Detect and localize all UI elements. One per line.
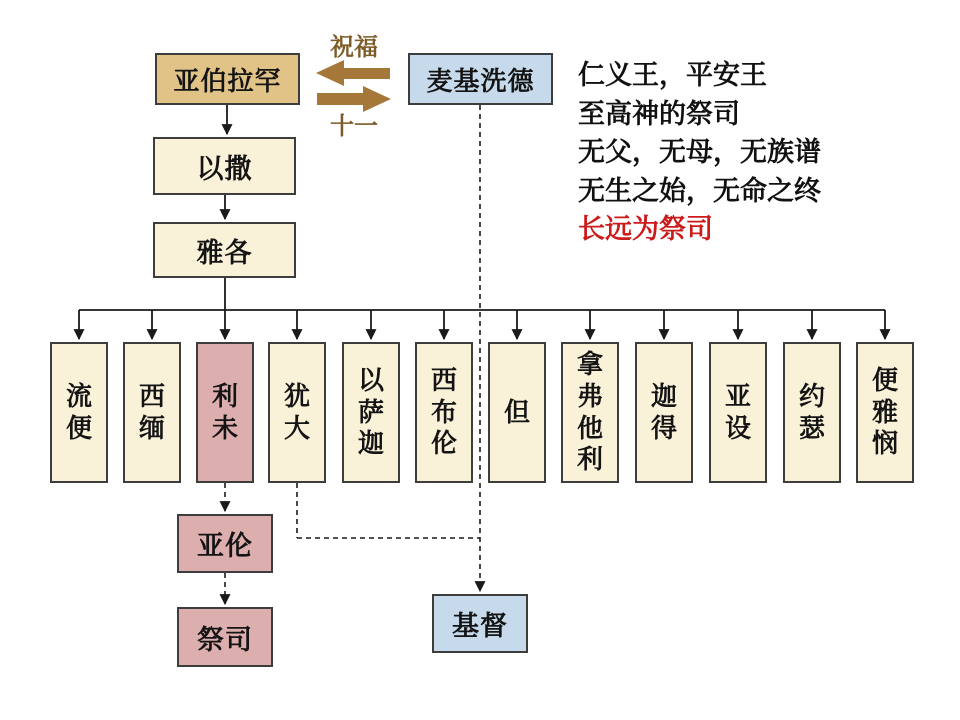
node-son-dan: 但 [488,342,546,483]
node-melchizedek: 麦基洗德 [408,53,553,105]
node-son-benjamin: 便 雅 悯 [856,342,914,483]
node-son-reuben: 流 便 [50,342,108,483]
node-christ: 基督 [432,594,528,653]
node-son-joseph: 约 瑟 [783,342,841,483]
node-son-asher: 亚 设 [709,342,767,483]
node-son-naphtali: 拿 弗 他 利 [561,342,619,483]
melchizedek-description [578,56,948,249]
node-son-levi: 利 未 [196,342,254,483]
blessing-arrow-left-icon [316,60,390,86]
node-son-zebulun: 西 布 伦 [415,342,473,483]
node-aaron: 亚伦 [177,514,273,573]
description-line: 无生之始，无命之终 [578,175,821,206]
node-isaac: 以撒 [153,137,296,195]
node-son-simeon: 西 缅 [123,342,181,483]
blessing-label: 祝福 [330,34,378,61]
description-line: 至高神的祭司 [578,98,740,129]
node-son-issachar: 以 萨 迦 [342,342,400,483]
node-jacob: 雅各 [153,222,296,278]
description-line: 无父，无母，无族谱 [578,137,821,167]
tithe-label: 十一 [330,113,378,140]
node-son-judah: 犹 大 [268,342,326,483]
description-line: 仁义王，平安王 [578,60,767,90]
node-son-gad: 迦 得 [635,342,693,483]
node-priest: 祭司 [177,607,273,667]
description-highlight-line: 长远为祭司 [578,214,713,244]
node-abraham: 亚伯拉罕 [155,53,300,105]
